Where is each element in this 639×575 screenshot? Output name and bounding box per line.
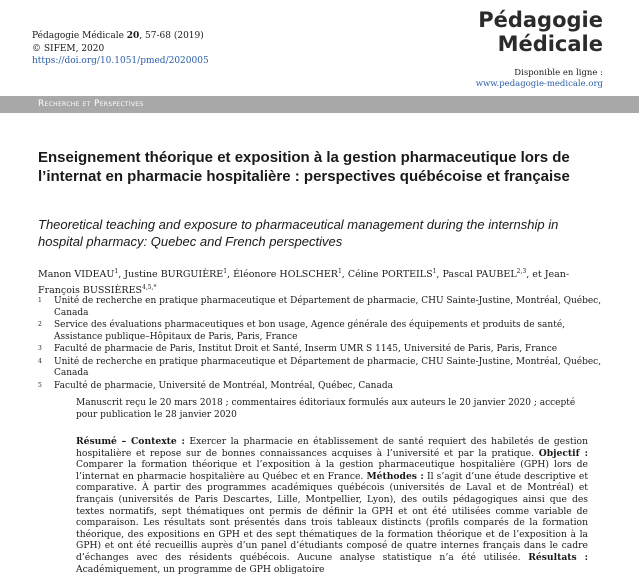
affiliation-list [38, 296, 608, 393]
citation: Pédagogie Médicale 20, 57-68 (2019) [32, 31, 204, 41]
author-list: Manon VIDEAU$^1$, Justine BURGUIÈRE$^1$, Éléonore HOLSCHER$^1$, Céline PORTEILS$^1$, Pascal PAUBEL$^{2,3}$, et Jean-François $BUSSIÈRES^{4,5,*}$ [38, 268, 570, 297]
journal-logo-block [476, 8, 603, 90]
doi-link[interactable]: https://doi.org/10.1051/pmed/2020005 [32, 56, 209, 66]
affiliation: 1 Unité de recherche en pratique pharmaceutique et Département de pharmacie, CHU Sainte-Justine, Montréal, Québec, Canada [38, 296, 602, 318]
author: Manon VIDEAU$^1$ [38, 268, 119, 281]
author: Pascal PAUBEL$^{2,3}$ [442, 268, 527, 281]
section-band [0, 96, 639, 113]
title-french: Enseignement théorique et exposition à la gestion pharmaceutique lors de l’internat en pharmacie hospitalière : perspectives québécoise et française [38, 149, 570, 185]
title-english: Theoretical teaching and exposure to pharmaceutical management during the internship in hospital pharmacy: Quebec and French perspectives [38, 217, 559, 249]
abstract [76, 436, 588, 575]
website-link[interactable]: www.pedagogie-medicale.org [475, 79, 603, 89]
abstract-label-methods: Méthodes : [366, 470, 424, 482]
abstract-methods: Il s’agit d’une étude descriptive et comparative. À partir des programmes académiques québécois (universités de Laval et de Montréal) et français (universités de Paris Descartes, Lille, Montpellier, Lyon), des outils pédagogiques ainsi que des textes normatifs, sept thématiques ont permis de définir la GPH et ont été utilisées comme variable de comparaison. Les résultats sont présentés dans trois tableaux distincts (profils comparés de la formation théorique, des expositions en GPH et des sept thématiques de la formation théorique et de l’exposition à la GPH) et ont été recueillis auprès d’un panel d’étudiants composé de quatre internes français dans le cadre d’échanges avec des résidents québécois. Aucune analyse statistique n’a été utilisée. [76, 470, 589, 563]
abstract-objective: Comparer la formation théorique et l’exposition à la gestion pharmaceutique hospitalière (GPH) lors de l’internat en pharmacie hospitalière au Québec et en France. [76, 459, 588, 482]
author: Justine BURGUIÈRE$^1$ [124, 268, 228, 281]
section-label: Recherche et Perspectives [38, 99, 144, 109]
affiliation: 4 Unité de recherche en pratique pharmaceutique et Département de pharmacie, CHU Sainte-Justine, Montréal, Québec, Canada [38, 356, 602, 378]
received-dates: Manuscrit reçu le 20 mars 2018 ; commentaires éditoriaux formulés aux auteurs le 20 janvier 2020 ; accepté pour publication le 28 janvier 2020 [76, 398, 576, 420]
abstract-context: Exercer la pharmacie en établissement de santé requiert des habiletés de gestion hospitalière et repose sur de bonnes connaissances acquises à l’université et par la pratique. [76, 436, 588, 459]
affiliation: 5 Faculté de pharmacie, Université de Montréal, Montréal, Québec, Canada [38, 380, 393, 391]
copyright: © SIFEM, 2020 [32, 43, 105, 54]
available-label: Disponible en ligne : [514, 68, 603, 78]
affiliation: 2 Service des évaluations pharmaceutiques et bon usage, Agence générale des équipements et produits de santé, Assistance publique–Hôpitaux de Paris, Paris, France [38, 320, 566, 342]
journal-logo-line2: Médicale [497, 32, 603, 56]
abstract-label-objective: Objectif : [538, 447, 589, 459]
abstract-label-resume: Résumé – Contexte : [76, 436, 185, 447]
abstract-label-results: Résultats : [528, 551, 589, 563]
author: Éléonore HOLSCHER$^1$ [233, 268, 342, 281]
author: Céline PORTEILS$^1$ [347, 268, 437, 281]
journal-logo-line1: Pédagogie [478, 8, 603, 32]
author: Jean-François $BUSSIÈRES^{4,5,*}$ [38, 269, 570, 297]
available-online [476, 68, 603, 90]
affiliation: 3 Faculté de pharmacie de Paris, Institut Droit et Santé, Inserm UMR S 1145, Université de Paris, Paris, France [38, 344, 558, 354]
abstract-results: Académiquement, un programme de GPH obligatoire [76, 563, 325, 575]
citation-block [32, 30, 209, 68]
